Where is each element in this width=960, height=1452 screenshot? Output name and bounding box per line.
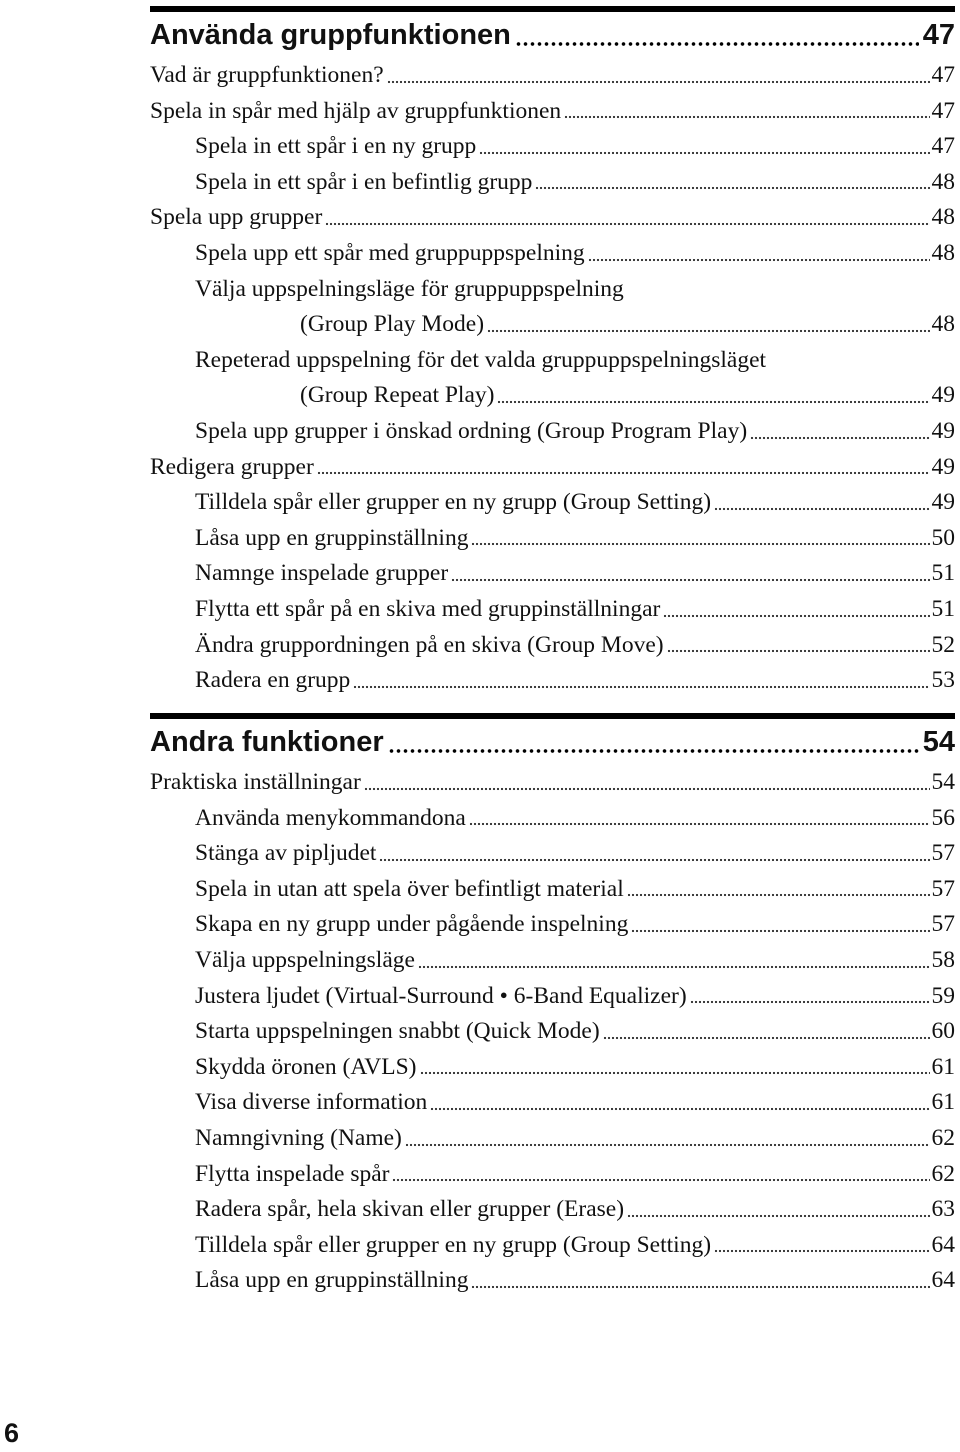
toc-entry[interactable] xyxy=(150,165,955,201)
leader-dots xyxy=(515,40,919,48)
leader-dots xyxy=(430,1107,929,1111)
toc-entry-title: Tilldela spår eller grupper en ny grupp (Group Setting) xyxy=(195,489,712,516)
toc-entry[interactable] xyxy=(150,943,955,979)
leader-dots xyxy=(667,649,930,653)
toc-entry-title: Välja uppspelningsläge xyxy=(195,946,415,973)
toc-entry-title: Spela in spår med hjälp av gruppfunktionen xyxy=(150,97,562,124)
leader-dots xyxy=(663,614,929,618)
section-page: 47 xyxy=(922,19,955,51)
toc-entry[interactable] xyxy=(150,272,955,308)
toc-entry-title: Justera ljudet (Virtual-Surround • 6-Band Equalizer) xyxy=(195,982,687,1009)
leader-dots xyxy=(392,1178,929,1182)
toc-entry-title: Starta uppspelningen snabbt (Quick Mode) xyxy=(195,1018,600,1045)
toc-entry[interactable] xyxy=(150,592,955,628)
toc-entry-page: 61 xyxy=(931,1089,955,1116)
toc-entry[interactable] xyxy=(150,663,955,699)
leader-dots xyxy=(588,258,930,262)
leader-dots xyxy=(627,1214,929,1218)
leader-dots xyxy=(497,400,929,404)
toc-entry-page: 54 xyxy=(931,769,955,795)
toc-entry[interactable] xyxy=(150,1014,955,1050)
toc-entry-title: Radera spår, hela skivan eller grupper (Erase) xyxy=(195,1196,625,1223)
toc-entries xyxy=(150,765,955,1299)
toc-entry-page: 60 xyxy=(931,1018,955,1045)
leader-dots xyxy=(690,1000,930,1004)
section-title: Andra funktioner xyxy=(150,726,384,758)
toc-entry-page: 50 xyxy=(931,524,955,551)
toc-entry[interactable] xyxy=(150,58,955,94)
toc-entry-page: 64 xyxy=(931,1267,955,1294)
leader-dots xyxy=(325,222,929,226)
toc-entry-page: 57 xyxy=(931,840,955,867)
leader-dots xyxy=(631,929,929,933)
toc-entry-page: 49 xyxy=(931,489,955,516)
toc-entry-title: Praktiska inställningar xyxy=(150,769,361,795)
section-page: 54 xyxy=(922,726,955,758)
toc-entry-page: 48 xyxy=(931,168,955,195)
toc-section-other-functions xyxy=(150,713,955,1299)
toc-entry-title: Spela in ett spår i en ny grupp xyxy=(195,133,477,160)
toc-entry-page: 57 xyxy=(931,875,955,902)
leader-dots xyxy=(564,115,929,119)
toc-entry[interactable] xyxy=(150,979,955,1015)
section-title: Använda gruppfunktionen xyxy=(150,19,511,51)
toc-entry-title: Ändra gruppordningen på en skiva (Group Move) xyxy=(195,631,664,658)
leader-dots xyxy=(418,965,930,969)
toc-entry-title: Namngivning (Name) xyxy=(195,1124,402,1151)
toc-entry[interactable] xyxy=(150,200,955,236)
section-heading xyxy=(150,719,955,765)
toc-entry[interactable] xyxy=(150,765,955,801)
toc-entry[interactable] xyxy=(150,378,955,414)
toc-entry-page: 63 xyxy=(931,1196,955,1223)
toc-entry[interactable] xyxy=(150,628,955,664)
leader-dots xyxy=(535,186,929,190)
leader-dots xyxy=(469,822,930,826)
toc-entry[interactable] xyxy=(150,1192,955,1228)
leader-dots xyxy=(387,80,930,84)
toc-entry-page: 61 xyxy=(931,1053,955,1080)
leader-dots xyxy=(451,578,929,582)
toc-entry-page: 47 xyxy=(931,133,955,160)
toc-entry-title: (Group Repeat Play) xyxy=(300,382,495,409)
toc-entries xyxy=(150,58,955,699)
toc-entry[interactable] xyxy=(150,1121,955,1157)
toc-entry-page: 51 xyxy=(931,560,955,587)
toc-entry-title: Spela in ett spår i en befintlig grupp xyxy=(195,168,533,195)
toc-entry[interactable] xyxy=(150,907,955,943)
leader-dots xyxy=(471,542,929,546)
toc-entry[interactable] xyxy=(150,1157,955,1193)
toc-entry[interactable] xyxy=(150,872,955,908)
toc-entry-page: 62 xyxy=(931,1124,955,1151)
leader-dots xyxy=(420,1071,930,1075)
toc-entry-title: Flytta ett spår på en skiva med gruppinställningar xyxy=(195,595,661,622)
toc-entry-title: Repeterad uppspelning för det valda gruppuppspelningsläget xyxy=(195,346,767,373)
toc-entry[interactable] xyxy=(150,1263,955,1299)
leader-dots xyxy=(364,787,930,791)
toc-entry[interactable] xyxy=(150,1228,955,1264)
toc-entry-page: 56 xyxy=(931,804,955,831)
leader-dots xyxy=(627,893,930,897)
leader-dots xyxy=(405,1143,930,1147)
leader-dots xyxy=(714,507,929,511)
toc-entry-page: 48 xyxy=(931,311,955,338)
toc-entry-title: Skapa en ny grupp under pågående inspelning xyxy=(195,911,629,938)
toc-entry-title: (Group Play Mode) xyxy=(300,311,485,338)
toc-entry-page: 59 xyxy=(931,982,955,1009)
toc-entry-title: Använda menykommandona xyxy=(195,804,466,831)
toc-entry-page: 62 xyxy=(931,1160,955,1187)
toc-entry-title: Spela upp grupper i önskad ordning (Group Program Play) xyxy=(195,417,748,444)
toc-entry-title: Stänga av pipljudet xyxy=(195,840,377,867)
toc-entry-title: Låsa upp en gruppinställning xyxy=(195,524,469,551)
toc-entry[interactable] xyxy=(150,129,955,165)
toc-entry-title: Vad är gruppfunktionen? xyxy=(150,62,384,88)
toc-entry-title: Visa diverse information xyxy=(195,1089,428,1116)
leader-dots xyxy=(317,471,930,475)
toc-entry[interactable] xyxy=(150,94,955,130)
leader-dots xyxy=(603,1036,930,1040)
toc-entry[interactable] xyxy=(150,1085,955,1121)
toc-entry[interactable] xyxy=(150,485,955,521)
leader-dots xyxy=(353,685,929,689)
toc-entry-page: 52 xyxy=(931,631,955,658)
toc-entry-title: Namnge inspelade grupper xyxy=(195,560,449,587)
toc-entry-title: Välja uppspelningsläge för gruppuppspelning xyxy=(195,275,624,302)
toc-entry[interactable] xyxy=(150,801,955,837)
toc-entry-title: Spela upp ett spår med gruppuppspelning xyxy=(195,239,585,266)
toc-entry[interactable] xyxy=(150,1050,955,1086)
toc-entry[interactable] xyxy=(150,450,955,486)
toc-entry-page: 48 xyxy=(931,204,955,231)
toc-entry[interactable] xyxy=(150,343,955,379)
toc-entry-title: Flytta inspelade spår xyxy=(195,1160,390,1187)
toc-entry-title: Låsa upp en gruppinställning xyxy=(195,1267,469,1294)
toc-section-group-functions xyxy=(150,6,955,699)
toc-entry[interactable] xyxy=(150,236,955,272)
toc-entry-page: 47 xyxy=(931,62,955,88)
toc-entry[interactable] xyxy=(150,556,955,592)
toc-entry-page: 53 xyxy=(931,667,955,694)
leader-dots xyxy=(471,1285,929,1289)
toc-entry-title: Spela upp grupper xyxy=(150,204,323,231)
toc-entry[interactable] xyxy=(150,836,955,872)
leader-dots xyxy=(388,747,919,755)
toc-entry-title: Redigera grupper xyxy=(150,453,314,480)
toc-entry-page: 49 xyxy=(931,382,955,409)
leader-dots xyxy=(487,329,929,333)
toc-entry-title: Tilldela spår eller grupper en ny grupp (Group Setting) xyxy=(195,1231,712,1258)
toc-entry[interactable] xyxy=(150,521,955,557)
toc-entry-title: Skydda öronen (AVLS) xyxy=(195,1053,417,1080)
toc-entry-page: 47 xyxy=(931,97,955,124)
toc-entry-page: 49 xyxy=(931,417,955,444)
toc-entry[interactable] xyxy=(150,307,955,343)
toc-entry-page: 57 xyxy=(931,911,955,938)
toc-entry[interactable] xyxy=(150,414,955,450)
toc-entry-page: 64 xyxy=(931,1231,955,1258)
leader-dots xyxy=(750,436,929,440)
leader-dots xyxy=(479,151,929,155)
page-number: 6 xyxy=(4,1418,20,1448)
toc-entry-page: 48 xyxy=(931,239,955,266)
leader-dots xyxy=(714,1249,929,1253)
toc-entry-page: 51 xyxy=(931,595,955,622)
toc-entry-title: Spela in utan att spela över befintligt material xyxy=(195,875,624,902)
toc-entry-title: Radera en grupp xyxy=(195,667,351,694)
leader-dots xyxy=(379,858,929,862)
toc-entry-page: 58 xyxy=(931,946,955,973)
section-heading xyxy=(150,12,955,58)
toc-entry-page: 49 xyxy=(931,453,955,480)
